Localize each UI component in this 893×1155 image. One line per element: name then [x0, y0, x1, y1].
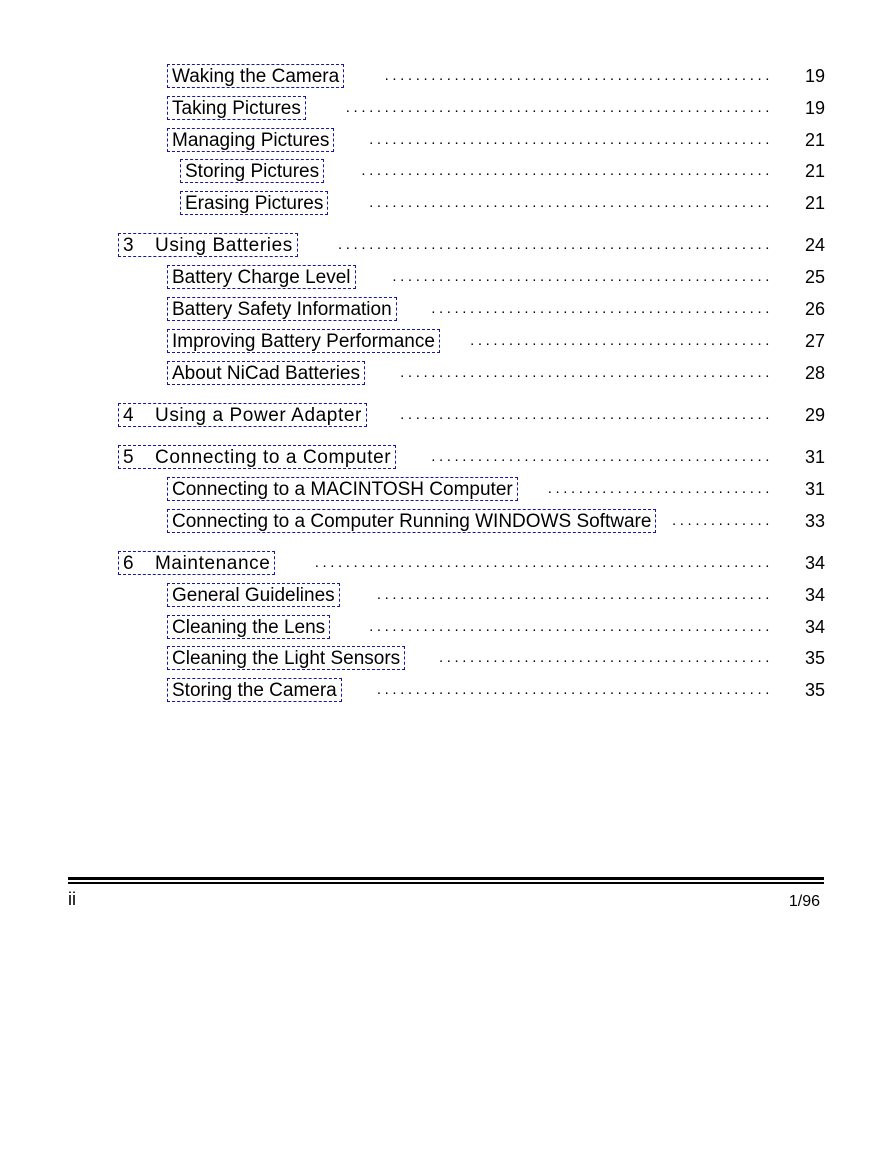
toc-page-cell: [0, 158, 893, 184]
dot-leader: ............................................: [431, 448, 773, 465]
toc-page-cell: [0, 296, 893, 322]
toc-entry-label: General Guidelines: [172, 585, 335, 606]
footer-date: 1/96: [788, 893, 820, 910]
dot-leader: ................................................: [400, 364, 773, 381]
toc-page-cell: [0, 63, 893, 89]
dot-leader: ....................................................: [369, 131, 773, 148]
toc-entry-label: Using Batteries: [155, 235, 293, 256]
toc-entry-label: Using a Power Adapter: [155, 405, 362, 426]
toc-page-number: 19: [804, 98, 825, 118]
footer-rule-thin: [68, 882, 824, 884]
toc-page-number: 35: [804, 648, 825, 668]
toc-page-cell: [0, 232, 893, 258]
toc-entry-label: Managing Pictures: [172, 130, 330, 151]
toc-entry-label: Improving Battery Performance: [172, 331, 435, 352]
toc-entry-label: Battery Safety Information: [172, 299, 392, 320]
toc-page-cell: [0, 645, 893, 671]
toc-entry-label: Cleaning the Light Sensors: [172, 648, 401, 669]
dot-leader: .............................: [547, 480, 773, 497]
dot-leader: .......................................: [470, 332, 773, 349]
dot-leader: ................................................: [400, 406, 773, 423]
toc-page-cell: [0, 444, 893, 470]
toc-page-number: 33: [804, 511, 825, 531]
section-number: 3: [123, 235, 135, 256]
toc-page-number: 21: [804, 161, 825, 181]
toc-page-cell: [0, 582, 893, 608]
toc-page-number: 34: [804, 617, 825, 637]
dot-leader: .................................................: [392, 268, 773, 285]
toc-page-number: 19: [804, 66, 825, 86]
toc-page-number: 35: [804, 680, 825, 700]
section-number: 6: [123, 553, 135, 574]
toc-page-cell: [0, 328, 893, 354]
toc-page-number: 29: [804, 405, 825, 425]
toc-entry-label: Erasing Pictures: [185, 193, 324, 214]
toc-entry-label: Storing the Camera: [172, 680, 337, 701]
toc-page-cell: [0, 190, 893, 216]
toc-page-number: 26: [804, 299, 825, 319]
toc-entry-label: Connecting to a MACINTOSH Computer: [172, 479, 513, 500]
toc-page-cell: [0, 402, 893, 428]
footer-rule-thick: [68, 877, 824, 880]
toc-entry-label: Cleaning the Lens: [172, 617, 326, 638]
toc-page-number: 27: [804, 331, 825, 351]
dot-leader: ........................................................: [338, 236, 773, 253]
section-number: 5: [123, 447, 135, 468]
dot-leader: .............: [672, 512, 773, 529]
section-number: 4: [123, 405, 135, 426]
toc-page-cell: [0, 614, 893, 640]
toc-page-cell: [0, 476, 893, 502]
toc-entry-label: Connecting to a Computer: [155, 447, 392, 468]
toc-page-number: 31: [804, 479, 825, 499]
toc-page-number: 21: [804, 193, 825, 213]
footer-page-number: ii: [68, 889, 76, 909]
toc-page-cell: [0, 95, 893, 121]
toc-page-cell: [0, 264, 893, 290]
toc-page-cell: [0, 677, 893, 703]
toc-page-number: 34: [804, 585, 825, 605]
dot-leader: ...........................................................: [314, 554, 773, 571]
toc-entry-label: Maintenance: [155, 553, 271, 574]
toc-page-cell: [0, 550, 893, 576]
toc-entry-label: About NiCad Batteries: [172, 363, 360, 384]
dot-leader: ....................................................: [369, 194, 773, 211]
dot-leader: ....................................................: [369, 618, 773, 635]
toc-page-number: 28: [804, 363, 825, 383]
dot-leader: .......................................................: [345, 99, 773, 116]
toc-page-cell: [0, 508, 893, 534]
dot-leader: ...................................................: [376, 586, 773, 603]
dot-leader: ...................................................: [376, 681, 773, 698]
dot-leader: .....................................................: [361, 162, 773, 179]
toc-entry-label: Connecting to a Computer Running WINDOWS Software: [172, 511, 652, 532]
toc-entry-label: Waking the Camera: [172, 66, 340, 87]
toc-page-cell: [0, 127, 893, 153]
toc-entry-label: Storing Pictures: [185, 161, 320, 182]
toc-page-number: 31: [804, 447, 825, 467]
toc-page-number: 34: [804, 553, 825, 573]
toc-entry-label: Battery Charge Level: [172, 267, 351, 288]
toc-page-cell: [0, 360, 893, 386]
dot-leader: ...........................................: [438, 649, 773, 666]
toc-page-number: 21: [804, 130, 825, 150]
toc-page-number: 24: [804, 235, 825, 255]
toc-page-number: 25: [804, 267, 825, 287]
dot-leader: ..................................................: [384, 67, 773, 84]
toc-entry-label: Taking Pictures: [172, 98, 301, 119]
dot-leader: ............................................: [431, 300, 773, 317]
